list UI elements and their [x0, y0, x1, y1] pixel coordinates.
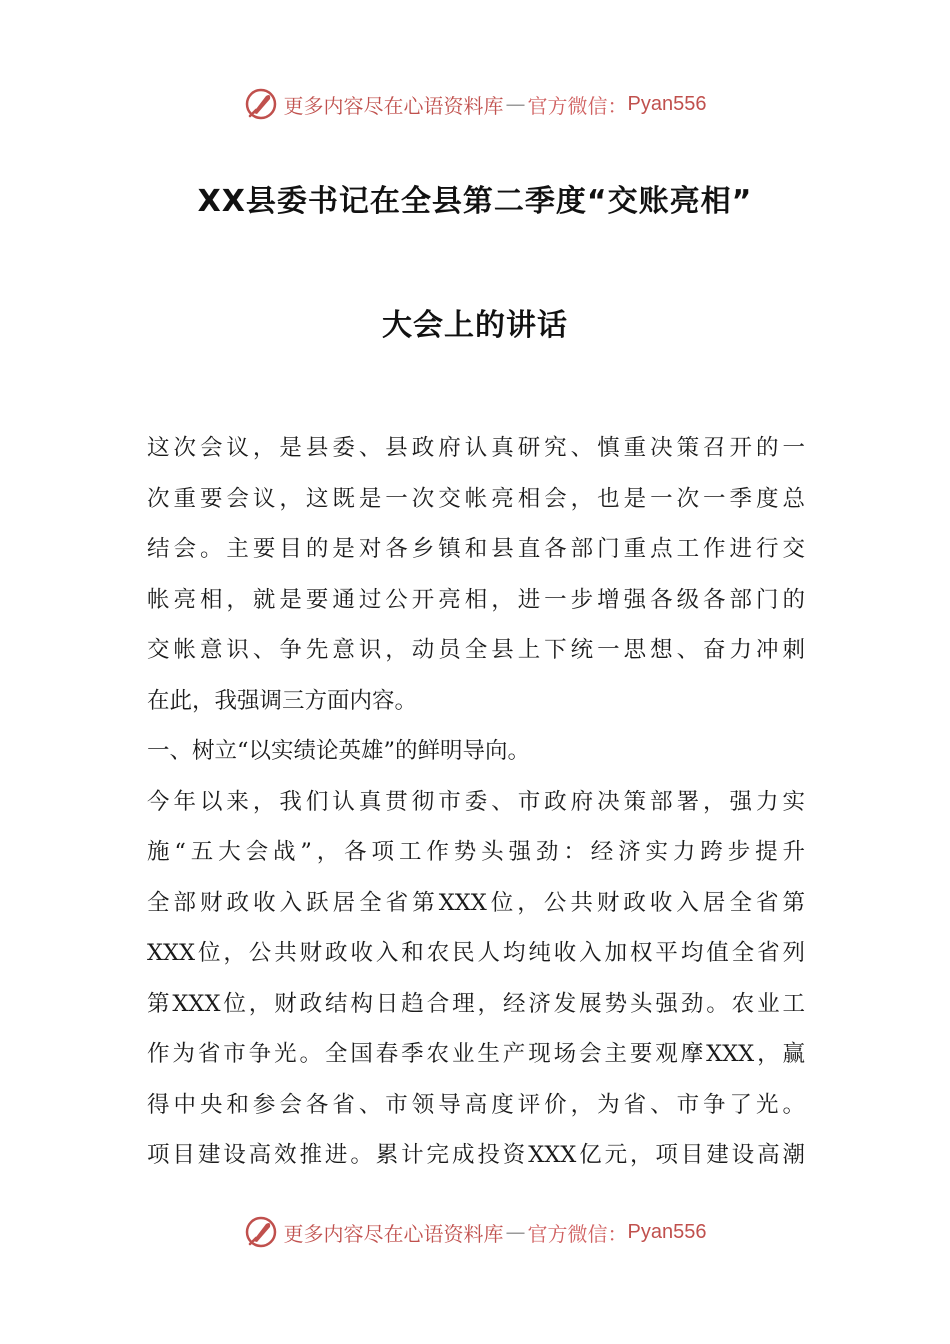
watermark-separator: — [505, 1220, 526, 1244]
document-title-line-1: XX县委书记在全县第二季度“交账亮相” [197, 184, 753, 219]
quill-logo-icon [244, 1215, 278, 1249]
body-line: 结会。主要目的是对各乡镇和县直各部门重点工作进行交 [147, 536, 805, 562]
watermark-official-label: 官方微信： [527, 1221, 628, 1246]
document-title-line-2: 大会上的讲话 [382, 308, 568, 343]
watermark-wechat-id: Pyan556 [627, 92, 707, 115]
body-line: 今年以来，我们认真贯彻市委、市政府决策部署，强力实 [147, 788, 805, 815]
watermark-text: 更多内容尽在心语资料库 [283, 93, 504, 118]
body-line: 第XXX位，财政结构日趋合理，经济发展势头强劲。农业工 [147, 990, 805, 1017]
watermark-text: 更多内容尽在心语资料库 [283, 1221, 504, 1246]
quill-logo-icon [244, 87, 278, 121]
watermark-separator: — [505, 92, 526, 116]
section-heading: 一、树立“以实绩论英雄”的鲜明导向。 [147, 738, 531, 764]
body-line: 全部财政收入跃居全省第XXX位，公共财政收入居全省第 [147, 889, 805, 916]
watermark-header [0, 84, 950, 124]
body-line: XXX位，公共财政收入和农民人均纯收入加权平均值全省列 [147, 940, 805, 966]
watermark-footer [0, 1212, 950, 1252]
body-line: 施“五大会战”，各项工作势头强劲：经济实力跨步提升 [147, 839, 805, 865]
body-line: 这次会议，是县委、县政府认真研究、慎重决策召开的一 [147, 435, 805, 461]
body-line: 项目建设高效推进。累计完成投资XXX亿元，项目建设高潮 [147, 1142, 805, 1168]
body-line: 帐亮相，就是要通过公开亮相，进一步增强各级各部门的 [147, 586, 805, 613]
document-body [147, 428, 805, 1186]
body-line: 交帐意识、争先意识，动员全县上下统一思想、奋力冲刺 [147, 637, 805, 663]
body-line: 作为省市争光。全国春季农业生产现场会主要观摩XXX，赢 [147, 1041, 805, 1067]
watermark-wechat-id: Pyan556 [627, 1220, 707, 1243]
body-line: 次重要会议，这既是一次交帐亮相会，也是一次一季度总 [147, 485, 805, 512]
body-line: 在此，我强调三方面内容。 [147, 687, 418, 714]
body-line: 得中央和参会各省、市领导高度评价，为省、市争了光。 [147, 1091, 805, 1118]
watermark-official-label: 官方微信： [527, 93, 628, 118]
